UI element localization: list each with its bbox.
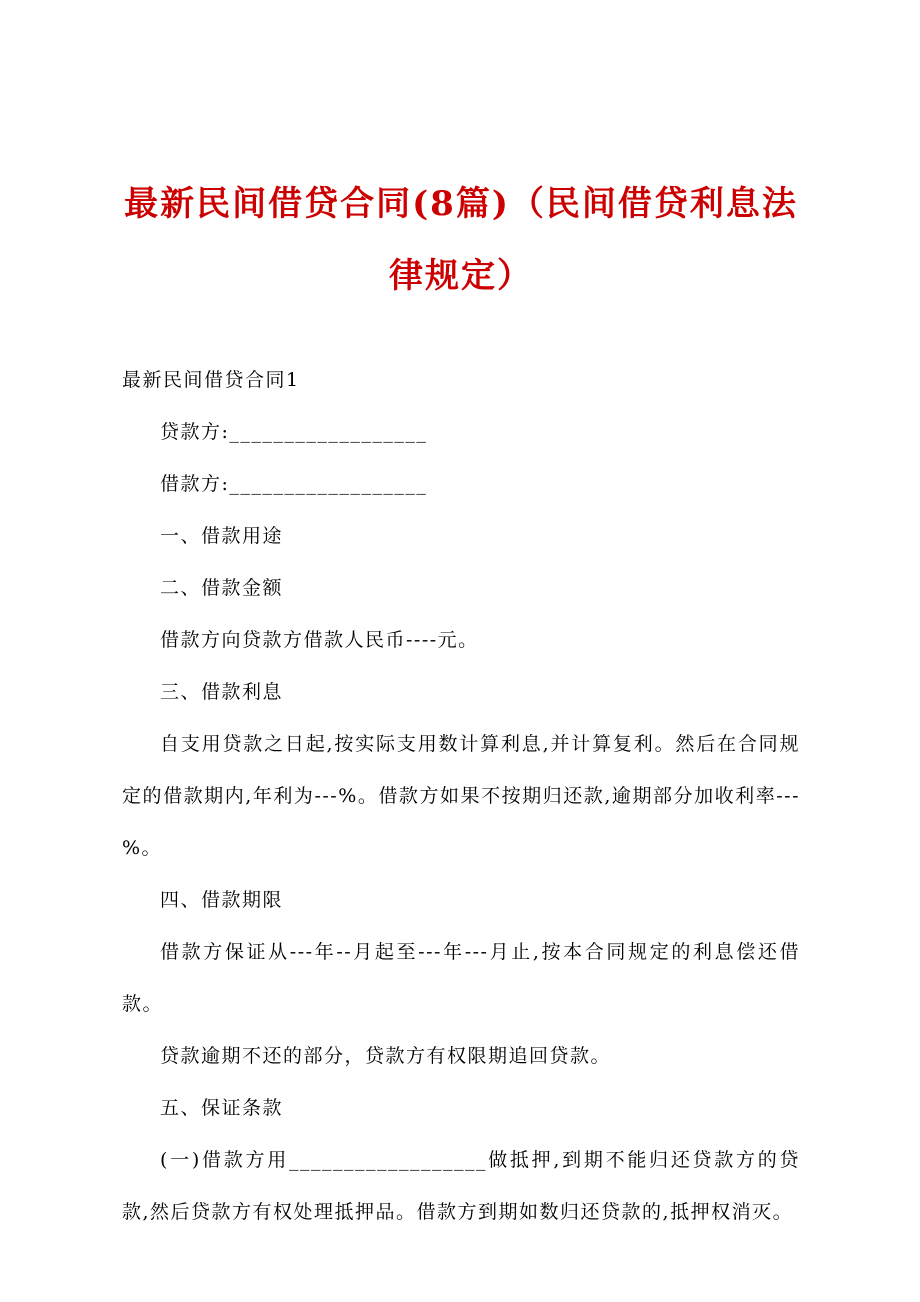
- paragraph-section-2: 二、借款金额: [160, 577, 284, 599]
- paragraph-loan-amount: 借款方向贷款方借款人民币----元。: [160, 629, 479, 651]
- paragraph-section-1: 一、借款用途: [160, 525, 284, 547]
- document-title: 最新民间借贷合同(8篇)（民间借贷利息法律规定）: [124, 184, 798, 296]
- paragraph-guarantee-clause: (一)借款方用__________________做抵押,到期不能归还贷款方的贷款,然后贷款方有权处理抵押品。借款方到期如数归还贷款的,抵押权消灭。: [122, 1149, 800, 1223]
- paragraph-borrower-blank: 借款方:__________________: [160, 473, 428, 495]
- paragraph-overdue-clause: 贷款逾期不还的部分，贷款方有权限期追回贷款。: [160, 1045, 612, 1067]
- paragraph-interest-terms: 自支用贷款之日起,按实际支用数计算利息,并计算复利。然后在合同规定的借款期内,年利为---%。借款方如果不按期归还款,逾期部分加收利率---%。: [122, 733, 800, 859]
- paragraph-section-4: 四、借款期限: [160, 889, 284, 911]
- paragraph-loan-term: 借款方保证从---年--月起至---年---月止,按本合同规定的利息偿还借款。: [122, 941, 800, 1015]
- paragraph-contract-heading: 最新民间借贷合同1: [122, 369, 300, 391]
- paragraph-lender-blank: 贷款方:__________________: [160, 421, 428, 443]
- paragraph-section-5: 五、保证条款: [160, 1097, 284, 1119]
- paragraph-section-3: 三、借款利息: [160, 681, 284, 703]
